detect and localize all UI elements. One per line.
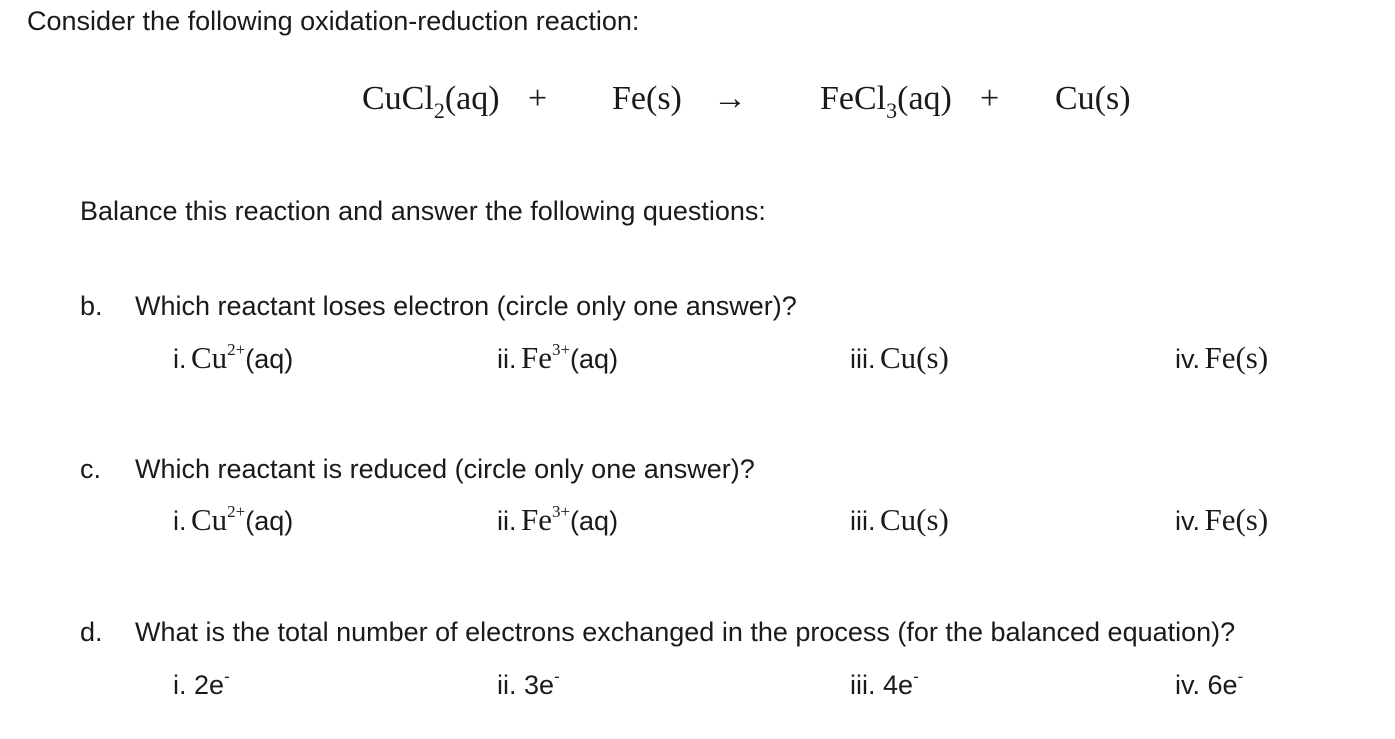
question-text: Which reactant loses electron (circle only one answer)? (135, 291, 797, 321)
reactant-fe: Fe(s) (612, 80, 682, 117)
reactant-cucl2: CuCl$_2$(aq) (362, 80, 500, 123)
option-iv[interactable]: iv. Fe(s) (1175, 502, 1269, 537)
option-ii[interactable]: ii. 3e- (497, 667, 560, 700)
product-cu: Cu(s) (1055, 80, 1131, 117)
plus-sign-2: + (980, 80, 1000, 117)
option-i[interactable]: i. $Cu^{2+}(aq)$ (173, 502, 294, 537)
question-text: What is the total number of electrons exchanged in the process (for the balanced equation)? (135, 617, 1236, 647)
option-iv[interactable]: iv. 6e- (1175, 667, 1244, 700)
option-iv[interactable]: iv. Fe(s) (1175, 340, 1269, 375)
plus-sign-1: + (528, 80, 548, 117)
product-fecl3: FeCl$_3$(aq) (820, 80, 952, 123)
option-iii[interactable]: iii. Cu(s) (850, 502, 949, 537)
option-ii[interactable]: ii. $Fe^{3+}(aq)$ (497, 340, 619, 375)
question-letter: b. (80, 291, 103, 321)
option-iii[interactable]: iii. 4e- (850, 667, 919, 700)
option-ii[interactable]: ii. $Fe^{3+}(aq)$ (497, 502, 619, 537)
option-iii[interactable]: iii. Cu(s) (850, 340, 949, 375)
intro-text: Consider the following oxidation-reduction reaction: (27, 6, 640, 36)
question-letter: d. (80, 617, 103, 647)
option-i[interactable]: i. $Cu^{2+}(aq)$ (173, 340, 294, 375)
option-i[interactable]: i. 2e- (173, 667, 230, 700)
reaction-arrow: → (713, 80, 747, 117)
instruction-text: Balance this reaction and answer the following questions: (80, 196, 766, 226)
question-text: Which reactant is reduced (circle only one answer)? (135, 454, 755, 484)
question-letter: c. (80, 454, 102, 484)
